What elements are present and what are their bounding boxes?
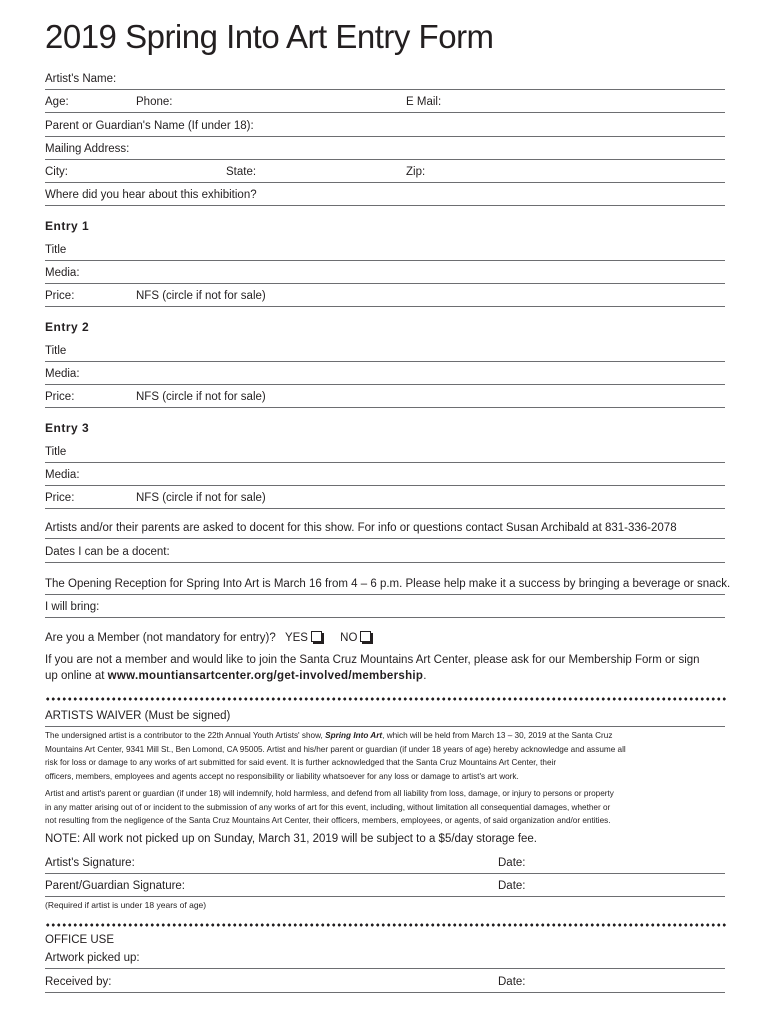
artist-signature-label: Artist's Signature: — [45, 857, 135, 869]
waiver-p1-line-4: officers, members, employees and agents accept no responsibility or liability whatsoever for any loss or damage to artist's art work. — [45, 771, 519, 781]
entry-nfs-label: NFS (circle if not for sale) — [136, 391, 266, 403]
entry-2-heading: Entry 2 — [45, 320, 90, 334]
hear-about-field[interactable] — [45, 185, 725, 206]
age-phone-email-row — [45, 92, 725, 113]
artist-signature-field[interactable] — [45, 853, 725, 874]
docent-info-text: Artists and/or their parents are asked to docent for this show. For info or questions contact Susan Archibald at 831-336-2078 — [45, 522, 677, 534]
waiver-p1-line-1 — [45, 729, 727, 743]
entry-2-media-field[interactable] — [45, 364, 725, 385]
parent-name-field[interactable] — [45, 116, 725, 137]
join-text-prefix: up online at — [45, 670, 108, 682]
yes-label: YES — [284, 632, 308, 644]
entry-1-price-field[interactable] — [45, 286, 725, 307]
join-text-line-2 — [45, 668, 725, 688]
storage-note-row — [45, 829, 725, 849]
waiver-paragraph-1 — [45, 729, 727, 783]
entry-nfs-label: NFS (circle if not for sale) — [136, 290, 266, 302]
phone-label: Phone: — [136, 96, 173, 108]
artwork-picked-up-field[interactable] — [45, 948, 725, 969]
entry-3-heading: Entry 3 — [45, 421, 90, 435]
waiver-p2-line-1: Artist and artist's parent or guardian (if under 18) will indemnify, hold harmless, and defend from all liability from loss, damage, or injury to persons or property — [45, 789, 614, 798]
waiver-heading-row — [45, 706, 725, 727]
show-name: Spring Into Art — [325, 731, 383, 740]
waiver-p1-line-3: risk for loss or damage to any works of art submitted for said event. It is further acknowledged that the Santa Cruz Mountains Art Center, their — [45, 758, 557, 767]
bring-field[interactable] — [45, 597, 725, 618]
membership-url-link[interactable]: www.mountiansartcenter.org/get-involved/membership — [107, 670, 424, 682]
docent-dates-label: Dates I can be a docent: — [45, 546, 170, 558]
docent-info-row — [45, 518, 725, 539]
city-state-zip-row — [45, 162, 725, 183]
join-text-end: . — [423, 670, 427, 682]
entry-2-price-field[interactable] — [45, 387, 725, 408]
waiver-heading: ARTISTS WAIVER (Must be signed) — [45, 710, 231, 722]
join-text: If you are not a member and would like to join the Santa Cruz Mountains Art Center, please ask for our Membership Form or sign — [45, 654, 700, 666]
entry-2-title-field[interactable] — [45, 341, 725, 362]
mailing-address-label: Mailing Address: — [45, 143, 130, 155]
docent-dates-field[interactable] — [45, 542, 725, 563]
required-note: (Required if artist is under 18 years of age) — [45, 900, 207, 910]
parent-signature-date-label: Date: — [498, 880, 526, 892]
reception-info-text: The Opening Reception for Spring Into Art is March 16 from 4 – 6 p.m. Please help make it a success by bringing a beverage or snack. — [45, 578, 731, 590]
bring-label: I will bring: — [45, 601, 100, 613]
state-label: State: — [226, 166, 257, 178]
waiver-text: The undersigned artist is a contributor to the 22th Annual Youth Artists' show, — [45, 731, 326, 740]
entry-title-label: Title — [45, 446, 67, 458]
entry-nfs-label: NFS (circle if not for sale) — [136, 492, 266, 504]
parent-signature-label: Parent/Guardian Signature: — [45, 880, 186, 892]
reception-info-row — [45, 574, 731, 595]
waiver-p1-line-2: Mountains Art Center, 9341 Mill St., Ben Lomond, CA 95005. Artist and his/her parent or guardian (if under 18 years of age) hereby acknowledge and assume all — [45, 744, 626, 754]
received-by-field[interactable] — [45, 972, 725, 993]
waiver-paragraph-2 — [45, 787, 727, 828]
form-title: 2019 Spring Into Art Entry Form — [45, 18, 494, 55]
entry-title-label: Title — [45, 345, 67, 357]
artist-name-label: Artist's Name: — [45, 73, 117, 85]
artwork-picked-up-label: Artwork picked up: — [45, 952, 140, 964]
mailing-address-field[interactable] — [45, 139, 725, 160]
entry-3-media-field[interactable] — [45, 465, 725, 486]
waiver-p2-line-3: not resulting from the negligence of the Santa Cruz Mountains Art Center, their officers, members, employees, or agents, of said organization and/or entities. — [45, 816, 611, 825]
entry-title-label: Title — [45, 244, 67, 256]
entry-media-label: Media: — [45, 469, 80, 481]
zip-label: Zip: — [406, 166, 426, 178]
entry-1-title-field[interactable] — [45, 240, 725, 261]
entry-1-heading: Entry 1 — [45, 219, 90, 233]
age-label: Age: — [45, 96, 69, 108]
entry-price-label: Price: — [45, 391, 75, 403]
membership-question-row — [45, 628, 725, 648]
parent-name-label: Parent or Guardian's Name (If under 18): — [45, 120, 254, 132]
no-label: NO — [340, 632, 358, 644]
dotted-divider — [45, 697, 727, 701]
parent-signature-field[interactable] — [45, 876, 725, 897]
entry-3-price-field[interactable] — [45, 488, 725, 509]
email-label: E Mail: — [406, 96, 442, 108]
yes-checkbox[interactable] — [311, 631, 322, 642]
no-checkbox[interactable] — [360, 631, 371, 642]
waiver-text: , which will be held from March 13 – 30, 2019 at the Santa Cruz — [382, 731, 613, 740]
office-use-heading: OFFICE USE — [45, 934, 115, 946]
storage-note: NOTE: All work not picked up on Sunday, March 31, 2019 will be subject to a $5/day storage fee. — [45, 833, 538, 845]
office-heading-row — [45, 930, 725, 950]
entry-1-media-field[interactable] — [45, 263, 725, 284]
entry-media-label: Media: — [45, 368, 80, 380]
required-note-row — [45, 896, 725, 916]
entry-3-title-field[interactable] — [45, 442, 725, 463]
artist-name-field[interactable] — [45, 69, 725, 90]
entry-price-label: Price: — [45, 290, 75, 302]
received-by-label: Received by: — [45, 976, 112, 988]
city-label: City: — [45, 166, 68, 178]
artist-signature-date-label: Date: — [498, 857, 526, 869]
entry-price-label: Price: — [45, 492, 75, 504]
office-date-label: Date: — [498, 976, 526, 988]
hear-about-label: Where did you hear about this exhibition? — [45, 189, 257, 201]
dotted-divider — [45, 923, 727, 927]
waiver-p2-line-2: in any matter arising out of or incident to the submission of any works of art for this event, including, without limitation all consequential damages, whether or — [45, 802, 611, 812]
membership-question: Are you a Member (not mandatory for entry)? — [45, 632, 276, 644]
entry-media-label: Media: — [45, 267, 80, 279]
